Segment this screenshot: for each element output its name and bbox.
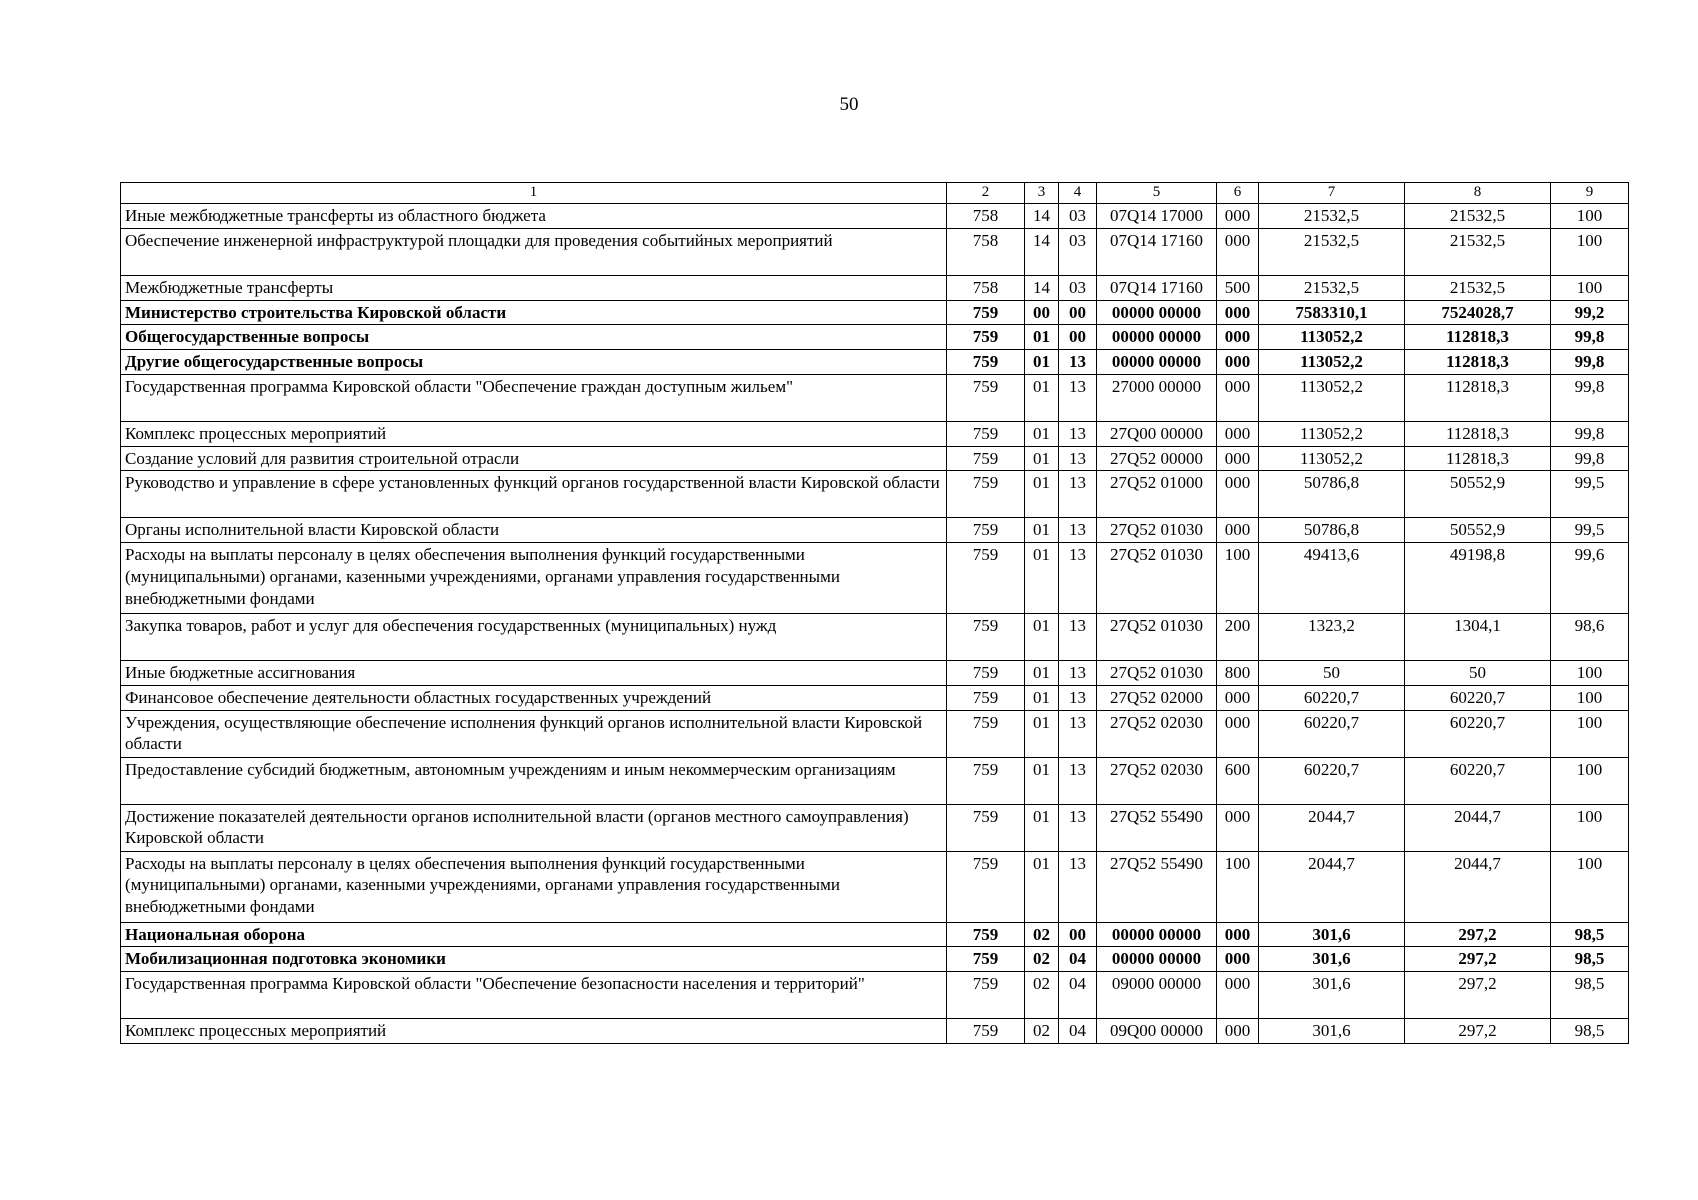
actual-amount-cell: 49198,8 — [1405, 543, 1551, 614]
target-article-cell: 27Q52 55490 — [1097, 804, 1217, 851]
percent-cell: 99,8 — [1551, 421, 1629, 446]
target-article-cell: 27Q52 01030 — [1097, 614, 1217, 661]
subsection-code-cell: 13 — [1059, 710, 1097, 757]
percent-cell: 100 — [1551, 228, 1629, 275]
subsection-code-cell: 13 — [1059, 350, 1097, 375]
actual-amount-cell: 21532,5 — [1405, 204, 1551, 229]
target-article-cell: 27Q52 01000 — [1097, 471, 1217, 518]
table-row — [121, 518, 1629, 543]
plan-amount-cell: 50786,8 — [1259, 518, 1405, 543]
expense-type-cell: 000 — [1217, 204, 1259, 229]
section-code-cell: 01 — [1025, 543, 1059, 614]
target-article-cell: 27Q52 00000 — [1097, 446, 1217, 471]
section-code-cell: 01 — [1025, 804, 1059, 851]
target-article-cell: 00000 00000 — [1097, 947, 1217, 972]
actual-amount-cell: 60220,7 — [1405, 710, 1551, 757]
subsection-code-cell: 03 — [1059, 228, 1097, 275]
expense-type-cell: 000 — [1217, 421, 1259, 446]
target-article-cell: 00000 00000 — [1097, 350, 1217, 375]
percent-cell: 98,5 — [1551, 922, 1629, 947]
expense-type-cell: 200 — [1217, 614, 1259, 661]
table-row — [121, 204, 1629, 229]
admin-code-cell: 759 — [947, 446, 1025, 471]
expense-type-cell: 000 — [1217, 947, 1259, 972]
subsection-code-cell: 00 — [1059, 922, 1097, 947]
table-row — [121, 661, 1629, 686]
subsection-code-cell: 04 — [1059, 972, 1097, 1019]
expense-type-cell: 000 — [1217, 972, 1259, 1019]
actual-amount-cell: 50552,9 — [1405, 518, 1551, 543]
column-header: 3 — [1025, 183, 1059, 204]
actual-amount-cell: 112818,3 — [1405, 446, 1551, 471]
plan-amount-cell: 60220,7 — [1259, 685, 1405, 710]
percent-cell: 100 — [1551, 757, 1629, 804]
table-header — [121, 183, 1629, 204]
row-name-cell: Расходы на выплаты персоналу в целях обеспечения выполнения функций государственными (муниципальными) органами, казенными учреждениями, органами управления государственными внебюджетными фондами — [121, 851, 947, 922]
section-code-cell: 02 — [1025, 947, 1059, 972]
expense-type-cell: 000 — [1217, 685, 1259, 710]
expense-type-cell: 000 — [1217, 471, 1259, 518]
admin-code-cell: 758 — [947, 275, 1025, 300]
target-article-cell: 27Q52 02000 — [1097, 685, 1217, 710]
table-row — [121, 947, 1629, 972]
table-row — [121, 614, 1629, 661]
column-header: 2 — [947, 183, 1025, 204]
row-name-cell: Другие общегосударственные вопросы — [121, 350, 947, 375]
plan-amount-cell: 113052,2 — [1259, 325, 1405, 350]
expense-type-cell: 000 — [1217, 325, 1259, 350]
admin-code-cell: 759 — [947, 710, 1025, 757]
admin-code-cell: 759 — [947, 757, 1025, 804]
target-article-cell: 07Q14 17000 — [1097, 204, 1217, 229]
target-article-cell: 09000 00000 — [1097, 972, 1217, 1019]
row-name-cell: Министерство строительства Кировской области — [121, 300, 947, 325]
table-row — [121, 275, 1629, 300]
target-article-cell: 27Q00 00000 — [1097, 421, 1217, 446]
plan-amount-cell: 301,6 — [1259, 947, 1405, 972]
row-name-cell: Закупка товаров, работ и услуг для обеспечения государственных (муниципальных) нужд — [121, 614, 947, 661]
actual-amount-cell: 60220,7 — [1405, 757, 1551, 804]
subsection-code-cell: 04 — [1059, 1019, 1097, 1044]
admin-code-cell: 759 — [947, 922, 1025, 947]
section-code-cell: 01 — [1025, 325, 1059, 350]
actual-amount-cell: 297,2 — [1405, 947, 1551, 972]
row-name-cell: Государственная программа Кировской области "Обеспечение граждан доступным жильем" — [121, 374, 947, 421]
subsection-code-cell: 13 — [1059, 757, 1097, 804]
actual-amount-cell: 21532,5 — [1405, 275, 1551, 300]
expense-type-cell: 100 — [1217, 543, 1259, 614]
percent-cell: 99,5 — [1551, 518, 1629, 543]
admin-code-cell: 759 — [947, 1019, 1025, 1044]
actual-amount-cell: 50 — [1405, 661, 1551, 686]
admin-code-cell: 759 — [947, 374, 1025, 421]
section-code-cell: 01 — [1025, 685, 1059, 710]
actual-amount-cell: 297,2 — [1405, 1019, 1551, 1044]
section-code-cell: 01 — [1025, 661, 1059, 686]
table-row — [121, 685, 1629, 710]
row-name-cell: Государственная программа Кировской области "Обеспечение безопасности населения и территорий" — [121, 972, 947, 1019]
table-row — [121, 804, 1629, 851]
row-name-cell: Иные межбюджетные трансферты из областного бюджета — [121, 204, 947, 229]
table-row — [121, 228, 1629, 275]
expense-type-cell: 000 — [1217, 922, 1259, 947]
target-article-cell: 00000 00000 — [1097, 300, 1217, 325]
actual-amount-cell: 50552,9 — [1405, 471, 1551, 518]
target-article-cell: 27Q52 01030 — [1097, 543, 1217, 614]
row-name-cell: Национальная оборона — [121, 922, 947, 947]
percent-cell: 100 — [1551, 804, 1629, 851]
plan-amount-cell: 50 — [1259, 661, 1405, 686]
column-header: 4 — [1059, 183, 1097, 204]
subsection-code-cell: 13 — [1059, 471, 1097, 518]
section-code-cell: 14 — [1025, 204, 1059, 229]
expense-type-cell: 800 — [1217, 661, 1259, 686]
row-name-cell: Достижение показателей деятельности органов исполнительной власти (органов местного самоуправления) Кировской области — [121, 804, 947, 851]
admin-code-cell: 759 — [947, 947, 1025, 972]
plan-amount-cell: 60220,7 — [1259, 757, 1405, 804]
actual-amount-cell: 2044,7 — [1405, 804, 1551, 851]
table-row — [121, 972, 1629, 1019]
actual-amount-cell: 112818,3 — [1405, 374, 1551, 421]
target-article-cell: 00000 00000 — [1097, 325, 1217, 350]
plan-amount-cell: 301,6 — [1259, 1019, 1405, 1044]
plan-amount-cell: 50786,8 — [1259, 471, 1405, 518]
percent-cell: 100 — [1551, 275, 1629, 300]
admin-code-cell: 759 — [947, 661, 1025, 686]
row-name-cell: Обеспечение инженерной инфраструктурой площадки для проведения событийных мероприятий — [121, 228, 947, 275]
table-row — [121, 374, 1629, 421]
percent-cell: 100 — [1551, 710, 1629, 757]
plan-amount-cell: 60220,7 — [1259, 710, 1405, 757]
table-row — [121, 757, 1629, 804]
admin-code-cell: 759 — [947, 543, 1025, 614]
target-article-cell: 09Q00 00000 — [1097, 1019, 1217, 1044]
admin-code-cell: 759 — [947, 421, 1025, 446]
percent-cell: 100 — [1551, 851, 1629, 922]
table-row — [121, 446, 1629, 471]
target-article-cell: 27Q52 02030 — [1097, 757, 1217, 804]
row-name-cell: Иные бюджетные ассигнования — [121, 661, 947, 686]
actual-amount-cell: 112818,3 — [1405, 421, 1551, 446]
percent-cell: 99,8 — [1551, 374, 1629, 421]
plan-amount-cell: 113052,2 — [1259, 350, 1405, 375]
subsection-code-cell: 13 — [1059, 374, 1097, 421]
plan-amount-cell: 21532,5 — [1259, 275, 1405, 300]
row-name-cell: Финансовое обеспечение деятельности областных государственных учреждений — [121, 685, 947, 710]
percent-cell: 98,5 — [1551, 1019, 1629, 1044]
expense-type-cell: 000 — [1217, 350, 1259, 375]
admin-code-cell: 758 — [947, 204, 1025, 229]
admin-code-cell: 759 — [947, 614, 1025, 661]
admin-code-cell: 759 — [947, 325, 1025, 350]
expense-type-cell: 100 — [1217, 851, 1259, 922]
section-code-cell: 14 — [1025, 228, 1059, 275]
section-code-cell: 01 — [1025, 518, 1059, 543]
percent-cell: 100 — [1551, 685, 1629, 710]
actual-amount-cell: 60220,7 — [1405, 685, 1551, 710]
row-name-cell: Комплекс процессных мероприятий — [121, 1019, 947, 1044]
target-article-cell: 27000 00000 — [1097, 374, 1217, 421]
subsection-code-cell: 03 — [1059, 204, 1097, 229]
expense-type-cell: 000 — [1217, 1019, 1259, 1044]
section-code-cell: 01 — [1025, 851, 1059, 922]
target-article-cell: 27Q52 55490 — [1097, 851, 1217, 922]
section-code-cell: 01 — [1025, 421, 1059, 446]
section-code-cell: 00 — [1025, 300, 1059, 325]
table-row — [121, 421, 1629, 446]
target-article-cell: 27Q52 01030 — [1097, 518, 1217, 543]
budget-table — [120, 182, 1629, 1044]
percent-cell: 98,5 — [1551, 972, 1629, 1019]
table-row — [121, 543, 1629, 614]
section-code-cell: 01 — [1025, 614, 1059, 661]
admin-code-cell: 759 — [947, 518, 1025, 543]
percent-cell: 99,2 — [1551, 300, 1629, 325]
table-row — [121, 851, 1629, 922]
expense-type-cell: 000 — [1217, 374, 1259, 421]
subsection-code-cell: 13 — [1059, 661, 1097, 686]
actual-amount-cell: 7524028,7 — [1405, 300, 1551, 325]
percent-cell: 98,5 — [1551, 947, 1629, 972]
subsection-code-cell: 13 — [1059, 851, 1097, 922]
subsection-code-cell: 04 — [1059, 947, 1097, 972]
row-name-cell: Органы исполнительной власти Кировской области — [121, 518, 947, 543]
subsection-code-cell: 13 — [1059, 804, 1097, 851]
target-article-cell: 07Q14 17160 — [1097, 275, 1217, 300]
row-name-cell: Мобилизационная подготовка экономики — [121, 947, 947, 972]
plan-amount-cell: 21532,5 — [1259, 228, 1405, 275]
admin-code-cell: 759 — [947, 972, 1025, 1019]
expense-type-cell: 000 — [1217, 804, 1259, 851]
table-row — [121, 1019, 1629, 1044]
plan-amount-cell: 113052,2 — [1259, 374, 1405, 421]
percent-cell: 99,6 — [1551, 543, 1629, 614]
table-row — [121, 300, 1629, 325]
subsection-code-cell: 13 — [1059, 446, 1097, 471]
percent-cell: 99,8 — [1551, 350, 1629, 375]
column-header: 9 — [1551, 183, 1629, 204]
admin-code-cell: 759 — [947, 300, 1025, 325]
section-code-cell: 01 — [1025, 710, 1059, 757]
percent-cell: 98,6 — [1551, 614, 1629, 661]
subsection-code-cell: 13 — [1059, 614, 1097, 661]
actual-amount-cell: 112818,3 — [1405, 350, 1551, 375]
target-article-cell: 27Q52 01030 — [1097, 661, 1217, 686]
row-name-cell: Предоставление субсидий бюджетным, автономным учреждениям и иным некоммерческим организациям — [121, 757, 947, 804]
plan-amount-cell: 301,6 — [1259, 972, 1405, 1019]
subsection-code-cell: 13 — [1059, 685, 1097, 710]
plan-amount-cell: 301,6 — [1259, 922, 1405, 947]
table-row — [121, 471, 1629, 518]
section-code-cell: 14 — [1025, 275, 1059, 300]
section-code-cell: 01 — [1025, 350, 1059, 375]
section-code-cell: 02 — [1025, 1019, 1059, 1044]
subsection-code-cell: 00 — [1059, 300, 1097, 325]
percent-cell: 100 — [1551, 204, 1629, 229]
target-article-cell: 27Q52 02030 — [1097, 710, 1217, 757]
subsection-code-cell: 03 — [1059, 275, 1097, 300]
section-code-cell: 02 — [1025, 972, 1059, 1019]
row-name-cell: Расходы на выплаты персоналу в целях обеспечения выполнения функций государственными (муниципальными) органами, казенными учреждениями, органами управления государственными внебюджетными фондами — [121, 543, 947, 614]
subsection-code-cell: 13 — [1059, 543, 1097, 614]
table-row — [121, 350, 1629, 375]
plan-amount-cell: 7583310,1 — [1259, 300, 1405, 325]
plan-amount-cell: 1323,2 — [1259, 614, 1405, 661]
column-header: 1 — [121, 183, 947, 204]
plan-amount-cell: 113052,2 — [1259, 421, 1405, 446]
admin-code-cell: 758 — [947, 228, 1025, 275]
subsection-code-cell: 13 — [1059, 518, 1097, 543]
column-header: 6 — [1217, 183, 1259, 204]
admin-code-cell: 759 — [947, 851, 1025, 922]
section-code-cell: 01 — [1025, 446, 1059, 471]
percent-cell: 99,5 — [1551, 471, 1629, 518]
actual-amount-cell: 297,2 — [1405, 972, 1551, 1019]
expense-type-cell: 600 — [1217, 757, 1259, 804]
table-row — [121, 922, 1629, 947]
plan-amount-cell: 113052,2 — [1259, 446, 1405, 471]
admin-code-cell: 759 — [947, 685, 1025, 710]
admin-code-cell: 759 — [947, 350, 1025, 375]
plan-amount-cell: 49413,6 — [1259, 543, 1405, 614]
row-name-cell: Учреждения, осуществляющие обеспечение исполнения функций органов исполнительной власти Кировской области — [121, 710, 947, 757]
target-article-cell: 00000 00000 — [1097, 922, 1217, 947]
section-code-cell: 01 — [1025, 374, 1059, 421]
row-name-cell: Руководство и управление в сфере установленных функций органов государственной власти Кировской области — [121, 471, 947, 518]
column-header: 8 — [1405, 183, 1551, 204]
plan-amount-cell: 21532,5 — [1259, 204, 1405, 229]
expense-type-cell: 000 — [1217, 710, 1259, 757]
plan-amount-cell: 2044,7 — [1259, 804, 1405, 851]
table-body — [121, 204, 1629, 1044]
section-code-cell: 01 — [1025, 757, 1059, 804]
actual-amount-cell: 297,2 — [1405, 922, 1551, 947]
row-name-cell: Межбюджетные трансферты — [121, 275, 947, 300]
subsection-code-cell: 13 — [1059, 421, 1097, 446]
expense-type-cell: 000 — [1217, 446, 1259, 471]
actual-amount-cell: 112818,3 — [1405, 325, 1551, 350]
admin-code-cell: 759 — [947, 804, 1025, 851]
actual-amount-cell: 21532,5 — [1405, 228, 1551, 275]
column-header: 7 — [1259, 183, 1405, 204]
actual-amount-cell: 2044,7 — [1405, 851, 1551, 922]
column-header: 5 — [1097, 183, 1217, 204]
section-code-cell: 02 — [1025, 922, 1059, 947]
expense-type-cell: 000 — [1217, 228, 1259, 275]
percent-cell: 100 — [1551, 661, 1629, 686]
percent-cell: 99,8 — [1551, 325, 1629, 350]
percent-cell: 99,8 — [1551, 446, 1629, 471]
table-row — [121, 710, 1629, 757]
target-article-cell: 07Q14 17160 — [1097, 228, 1217, 275]
expense-type-cell: 000 — [1217, 518, 1259, 543]
actual-amount-cell: 1304,1 — [1405, 614, 1551, 661]
expense-type-cell: 500 — [1217, 275, 1259, 300]
page-number: 50 — [839, 94, 859, 115]
admin-code-cell: 759 — [947, 471, 1025, 518]
plan-amount-cell: 2044,7 — [1259, 851, 1405, 922]
row-name-cell: Комплекс процессных мероприятий — [121, 421, 947, 446]
row-name-cell: Создание условий для развития строительной отрасли — [121, 446, 947, 471]
expense-type-cell: 000 — [1217, 300, 1259, 325]
section-code-cell: 01 — [1025, 471, 1059, 518]
row-name-cell: Общегосударственные вопросы — [121, 325, 947, 350]
subsection-code-cell: 00 — [1059, 325, 1097, 350]
table-row — [121, 325, 1629, 350]
